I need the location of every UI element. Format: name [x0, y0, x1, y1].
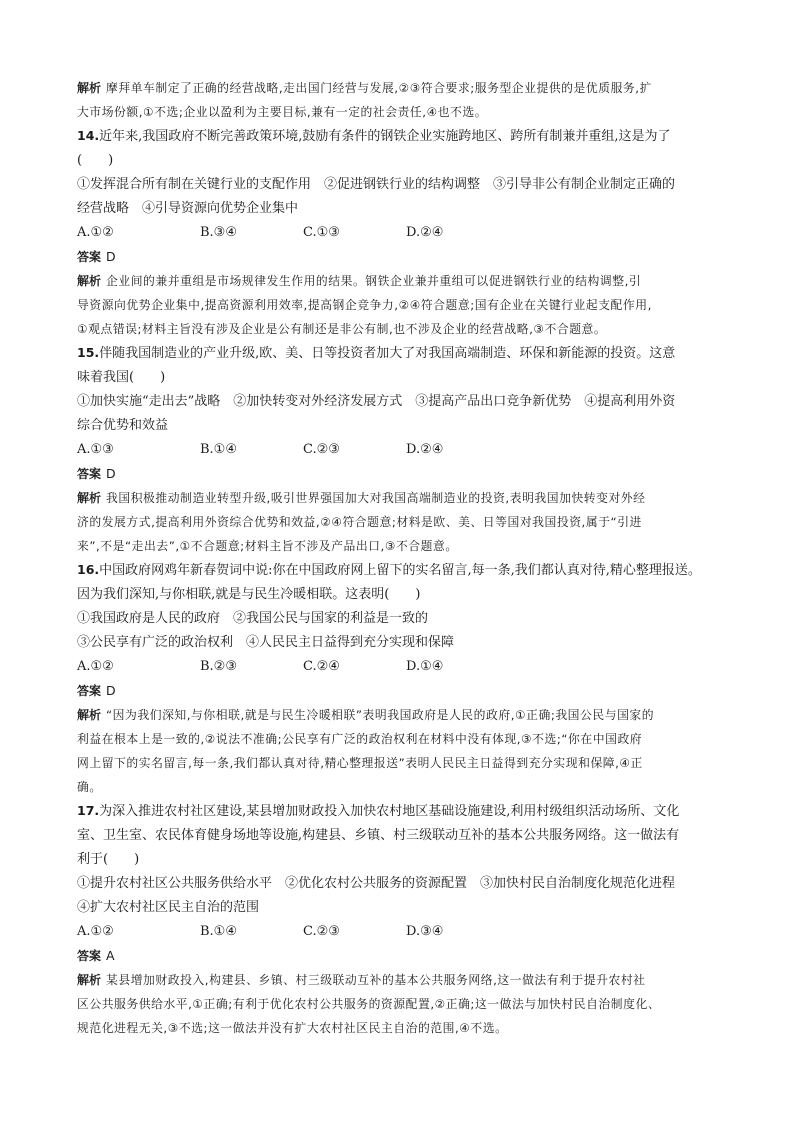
options-row	[77, 655, 725, 679]
analysis-line: 区公共服务供给水平,①正确;有利于优化农村公共服务的资源配置,②正确;这一做法与加快村民自治制度化、	[77, 997, 661, 1011]
analysis-label: 解析	[77, 973, 102, 987]
question-number: 16.	[77, 562, 100, 577]
statement-line: ①发挥混合所有制在关键行业的支配作用 ②促进钢铁行业的结构调整 ③引导非公有制企业制定正确的	[77, 177, 676, 192]
statement-line: ③公民享有广泛的政治权利 ④人民民主日益得到充分实现和保障	[77, 635, 455, 650]
answer-value: D	[106, 249, 116, 264]
analysis-line	[77, 76, 725, 100]
question-stem-line: ( )	[77, 153, 114, 168]
option-d: D.①④	[406, 659, 444, 674]
analysis-line	[77, 968, 725, 992]
question-stem-line	[77, 124, 725, 149]
question-number: 17.	[77, 803, 100, 818]
options-row	[77, 221, 725, 245]
statement-line: ④扩大农村社区民主自治的范围	[77, 900, 260, 915]
answer-line	[77, 462, 725, 486]
analysis-line: ①观点错误;材料主旨没有涉及企业是公有制还是非公有制,也不涉及企业的经营战略,③不合题意。	[77, 322, 607, 336]
analysis-line: 济的发展方式,提高利用外资综合优势和效益,②④符合题意;材料是欧、美、日等国对我国投资,属于“引进	[77, 515, 642, 529]
statement-line: 综合优势和效益	[77, 418, 169, 433]
question-number: 15.	[77, 345, 100, 360]
stem-text: 伴随我国制造业的产业升级,欧、美、日等投资者加大了对我国高端制造、环保和新能源的投资。这意	[99, 346, 676, 361]
analysis-label: 解析	[77, 491, 102, 505]
answer-label: 答案	[77, 467, 102, 481]
answer-line	[77, 245, 725, 269]
answer-label: 答案	[77, 949, 102, 963]
answer-label: 答案	[77, 684, 102, 698]
question-17	[77, 799, 725, 1040]
analysis-text: 我国积极推动制造业转型升级,吸引世界强国加大对我国高端制造业的投资,表明我国加快转变对外经	[106, 491, 646, 505]
analysis-line	[77, 486, 725, 510]
analysis-line: 利益在根本上是一致的,②说法不准确;公民享有广泛的政治权利在材料中没有体现,③不选;“你在中国政府	[77, 732, 643, 746]
answer-value: A	[106, 948, 115, 963]
answer-line	[77, 944, 725, 968]
analysis-label: 解析	[77, 274, 102, 288]
answer-value: D	[106, 683, 116, 698]
analysis-line: 确。	[77, 780, 102, 794]
question-14	[77, 124, 725, 341]
option-a: A.①②	[77, 225, 114, 240]
question-16	[77, 558, 725, 799]
analysis-text: 摩拜单车制定了正确的经营战略,走出国门经营与发展,②③符合要求;服务型企业提供的是优质服务,扩	[106, 81, 652, 95]
question-stem-line: 味着我国( )	[77, 370, 166, 385]
analysis-label: 解析	[77, 81, 102, 95]
option-b: B.③④	[200, 225, 237, 240]
answer-label: 答案	[77, 250, 102, 264]
question-stem-line: 室、卫生室、农民体育健身场地等设施,构建县、乡镇、村三级联动互补的基本公共服务网络。这一做法有	[77, 828, 680, 843]
page-content	[77, 76, 725, 1040]
option-c: C.①③	[303, 225, 340, 240]
question-stem-line	[77, 341, 725, 366]
option-d: D.②④	[406, 442, 444, 457]
options-row	[77, 438, 725, 462]
question-stem-line	[77, 799, 725, 824]
analysis-line	[77, 269, 725, 293]
stem-text: 近年来,我国政府不断完善政策环境,鼓励有条件的钢铁企业实施跨地区、跨所有制兼并重组,这是为了	[99, 129, 671, 144]
analysis-line	[77, 703, 725, 727]
question-number: 14.	[77, 128, 100, 143]
option-c: C.②③	[303, 442, 340, 457]
analysis-line: 导资源向优势企业集中,提高资源利用效率,提高钢企竞争力,②④符合题意;国有企业在关键行业起支配作用,	[77, 298, 652, 312]
analysis-text: 某县增加财政投入,构建县、乡镇、村三级联动互补的基本公共服务网络,这一做法有利于提升农村社	[106, 973, 646, 987]
question-stem-line: 因为我们深知,与你相联,就是与民生冷暖相联。这表明( )	[77, 587, 421, 602]
option-c: C.②③	[303, 924, 340, 939]
analysis-line: 规范化进程无关,③不选;这一做法并没有扩大农村社区民主自治的范围,④不选。	[77, 1021, 508, 1035]
answer-line	[77, 679, 725, 703]
option-a: A.①②	[77, 659, 114, 674]
statement-line: ①提升农村社区公共服务供给水平 ②优化农村公共服务的资源配置 ③加快村民自治制度化规范化进程	[77, 876, 676, 891]
option-d: D.③④	[406, 924, 444, 939]
option-d: D.②④	[406, 225, 444, 240]
option-a: A.①③	[77, 442, 114, 457]
statement-line: ①加快实施“走出去”战略 ②加快转变对外经济发展方式 ③提高产品出口竞争新优势 ④提高利用外资	[77, 394, 676, 409]
stem-text: 为深入推进农村社区建设,某县增加财政投入加快农村地区基础设施建设,利用村级组织活动场所、文化	[99, 804, 680, 819]
question-stem-line	[77, 558, 725, 583]
option-a: A.①②	[77, 924, 114, 939]
analysis-text: 企业间的兼并重组是市场规律发生作用的结果。钢铁企业兼并重组可以促进钢铁行业的结构调整,引	[106, 274, 642, 288]
answer-value: D	[106, 466, 116, 481]
analysis-line: 来”,不是“走出去”,①不合题意;材料主旨不涉及产品出口,③不合题意。	[77, 539, 458, 553]
option-b: B.①④	[200, 442, 237, 457]
option-b: B.①④	[200, 924, 237, 939]
previous-analysis	[77, 76, 725, 124]
question-stem-line: 利于( )	[77, 852, 140, 867]
statement-line: ①我国政府是人民的政府 ②我国公民与国家的利益是一致的	[77, 611, 429, 626]
analysis-label: 解析	[77, 708, 102, 722]
option-b: B.②③	[200, 659, 237, 674]
analysis-line: 网上留下的实名留言,每一条,我们都认真对待,精心整理报送”表明人民民主日益得到充分实现和保障,④正	[77, 756, 643, 770]
option-c: C.②④	[303, 659, 340, 674]
analysis-line: 大市场份额,①不选;企业以盈利为主要目标,兼有一定的社会责任,④也不选。	[77, 105, 488, 119]
options-row	[77, 920, 725, 944]
analysis-text: “因为我们深知,与你相联,就是与民生冷暖相联”表明我国政府是人民的政府,①正确;我国公民与国家的	[106, 708, 655, 722]
question-15	[77, 341, 725, 558]
stem-text: 中国政府网鸡年新春贺词中说:你在中国政府网上留下的实名留言,每一条,我们都认真对待,精心整理报送。	[99, 563, 701, 578]
statement-line: 经营战略 ④引导资源向优势企业集中	[77, 201, 299, 216]
